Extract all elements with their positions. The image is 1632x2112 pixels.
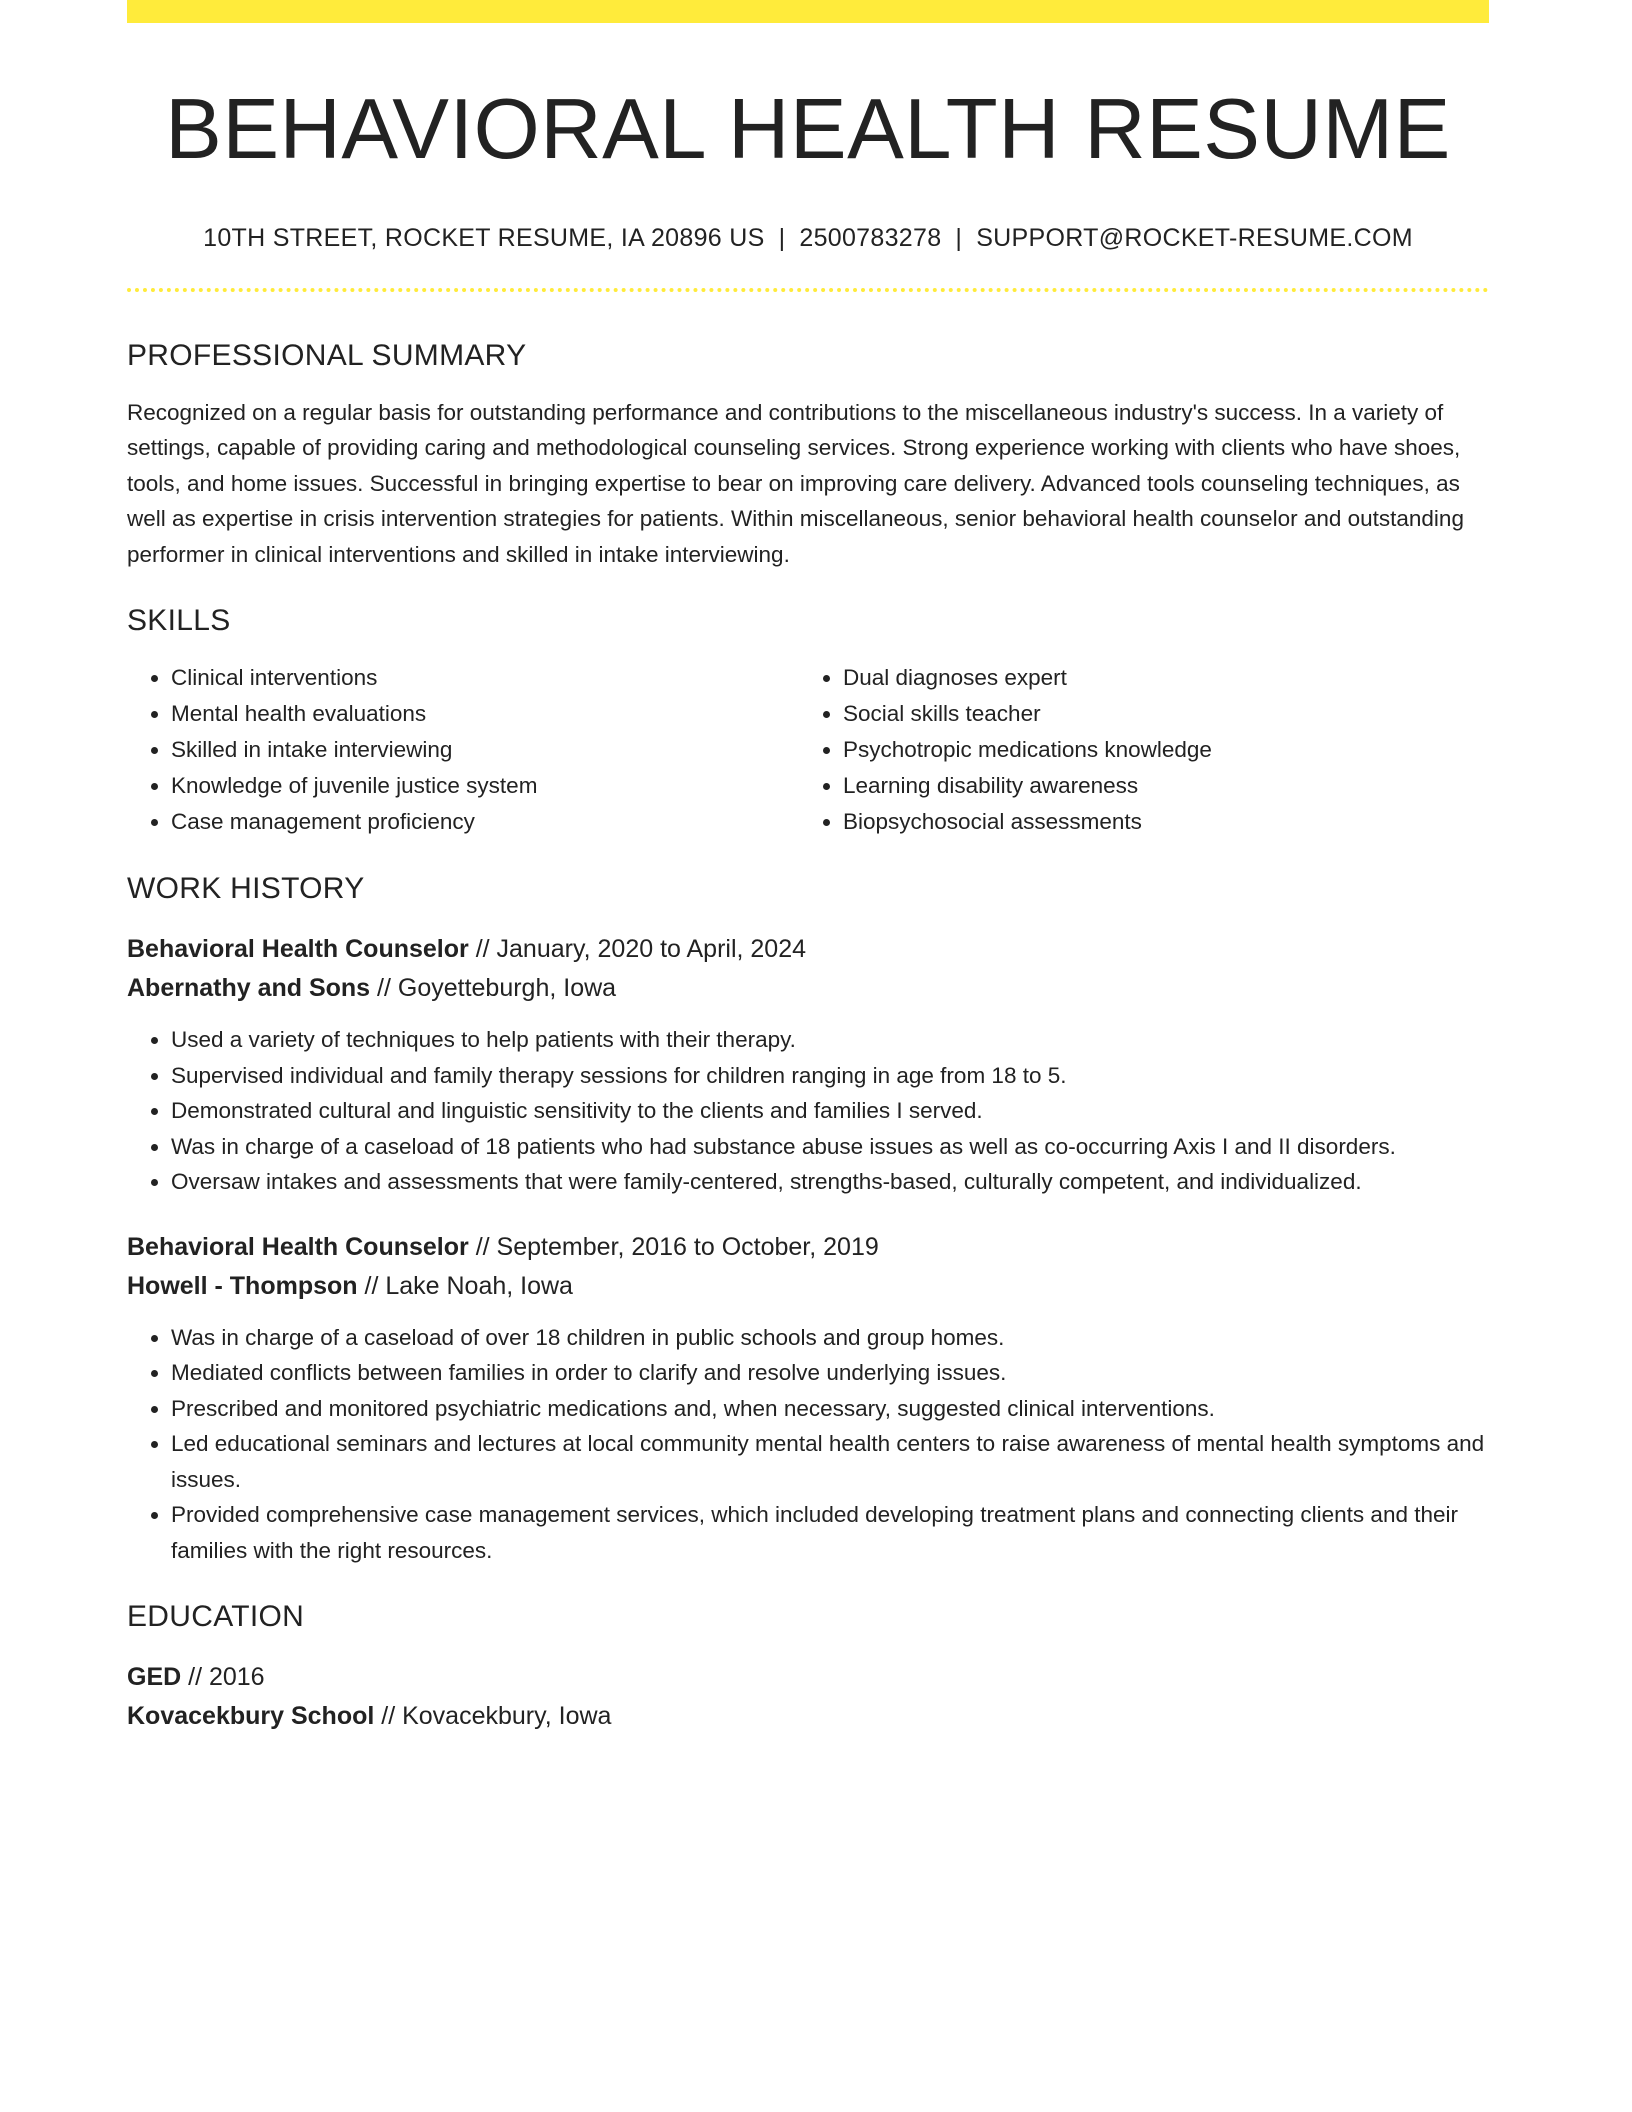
education-degree-line <box>127 1658 1489 1697</box>
job-dates: // September, 2016 to October, 2019 <box>468 1232 879 1261</box>
duty-item: • Supervised individual and family therapy sessions for children ranging in age from 18 to 5. <box>171 1058 1489 1094</box>
skill-item: • Case management proficiency <box>171 804 799 840</box>
job-entry <box>127 930 1489 1200</box>
skill-item: • Knowledge of juvenile justice system <box>171 768 799 804</box>
education-school: Kovacekbury School <box>127 1702 375 1730</box>
work-history-heading: WORK HISTORY <box>127 872 365 905</box>
contact-email[interactable]: SUPPORT@ROCKET-RESUME.COM <box>976 223 1413 252</box>
job-title: Behavioral Health Counselor <box>127 1232 469 1261</box>
resume-page <box>127 0 1489 1736</box>
skill-item: • Psychotropic medications knowledge <box>843 732 1473 768</box>
job-duties-list <box>127 1022 1489 1200</box>
skill-item: • Skilled in intake interviewing <box>171 732 799 768</box>
duty-item: • Oversaw intakes and assessments that were family-centered, strengths-based, culturally competent, and individualized. <box>171 1164 1489 1200</box>
job-entry <box>127 1228 1489 1569</box>
work-history-section <box>127 872 1489 1568</box>
skills-section <box>127 604 1489 840</box>
duty-item: • Was in charge of a caseload of over 18 children in public schools and group homes. <box>171 1320 1489 1356</box>
top-accent-bar <box>127 0 1489 23</box>
job-company-line <box>127 969 1489 1008</box>
duty-item: • Prescribed and monitored psychiatric medications and, when necessary, suggested clinical interventions. <box>171 1391 1489 1427</box>
education-year: // 2016 <box>181 1663 265 1691</box>
skill-item: • Clinical interventions <box>171 660 799 696</box>
contact-separator: | <box>778 223 786 252</box>
job-dates: // January, 2020 to April, 2024 <box>468 935 807 963</box>
skills-columns <box>127 660 1489 840</box>
contact-line <box>127 224 1489 253</box>
duty-item: • Led educational seminars and lectures at local community mental health centers to raise awareness of mental health symptoms and issues. <box>171 1426 1489 1497</box>
skill-item: • Social skills teacher <box>843 696 1473 732</box>
duty-item: • Used a variety of techniques to help patients with their therapy. <box>171 1022 1489 1058</box>
skills-heading: SKILLS <box>127 604 231 637</box>
duty-item: • Was in charge of a caseload of 18 patients who had substance abuse issues as well as co-occurring Axis I and II disorders. <box>171 1129 1489 1165</box>
duty-item: • Mediated conflicts between families in order to clarify and resolve underlying issues. <box>171 1355 1489 1391</box>
job-title-line <box>127 1228 1489 1267</box>
job-title: Behavioral Health Counselor <box>127 935 469 963</box>
job-location: // Lake Noah, Iowa <box>357 1271 573 1300</box>
education-section <box>127 1600 1489 1736</box>
contact-phone[interactable]: 2500783278 <box>799 223 942 252</box>
contact-separator: | <box>955 223 963 252</box>
contact-address: 10TH STREET, ROCKET RESUME, IA 20896 US <box>203 223 765 252</box>
skills-list-right <box>799 660 1473 840</box>
summary-section <box>127 339 1489 573</box>
job-location: // Goyetteburgh, Iowa <box>370 974 617 1002</box>
job-duties-list <box>127 1320 1489 1569</box>
education-degree: GED <box>127 1663 182 1691</box>
skill-item: • Learning disability awareness <box>843 768 1473 804</box>
job-company: Howell - Thompson <box>127 1271 358 1300</box>
summary-heading: PROFESSIONAL SUMMARY <box>127 338 527 372</box>
skill-item: • Dual diagnoses expert <box>843 660 1473 696</box>
skills-list-left <box>127 660 799 840</box>
skill-item: • Mental health evaluations <box>171 696 799 732</box>
job-company-line <box>127 1267 1489 1306</box>
summary-text: Recognized on a regular basis for outstanding performance and contributions to the miscellaneous industry's success. In a variety of settings, capable of providing caring and methodological counseling services. Strong experience working with clients who have shoes, tools, and home issues. Successful in bringing expertise to bear on improving care delivery. Advanced tools counseling techniques, as well as expertise in crisis intervention strategies for patients. Within miscellaneous, senior behavioral health counselor and outstanding performer in clinical interventions and skilled in intake interviewing. <box>127 399 1464 567</box>
resume-title: BEHAVIORAL HEALTH RESUME <box>165 82 1451 177</box>
education-location: // Kovacekbury, Iowa <box>374 1702 612 1730</box>
skill-item: • Biopsychosocial assessments <box>843 804 1473 840</box>
job-title-line <box>127 930 1489 969</box>
job-company: Abernathy and Sons <box>127 974 371 1002</box>
duty-item: • Demonstrated cultural and linguistic sensitivity to the clients and families I served. <box>171 1093 1489 1129</box>
education-heading: EDUCATION <box>127 1600 305 1633</box>
duty-item: • Provided comprehensive case management services, which included developing treatment plans and connecting clients and their families with the right resources. <box>171 1497 1489 1568</box>
dotted-divider <box>127 288 1489 292</box>
education-school-line <box>127 1697 1489 1736</box>
